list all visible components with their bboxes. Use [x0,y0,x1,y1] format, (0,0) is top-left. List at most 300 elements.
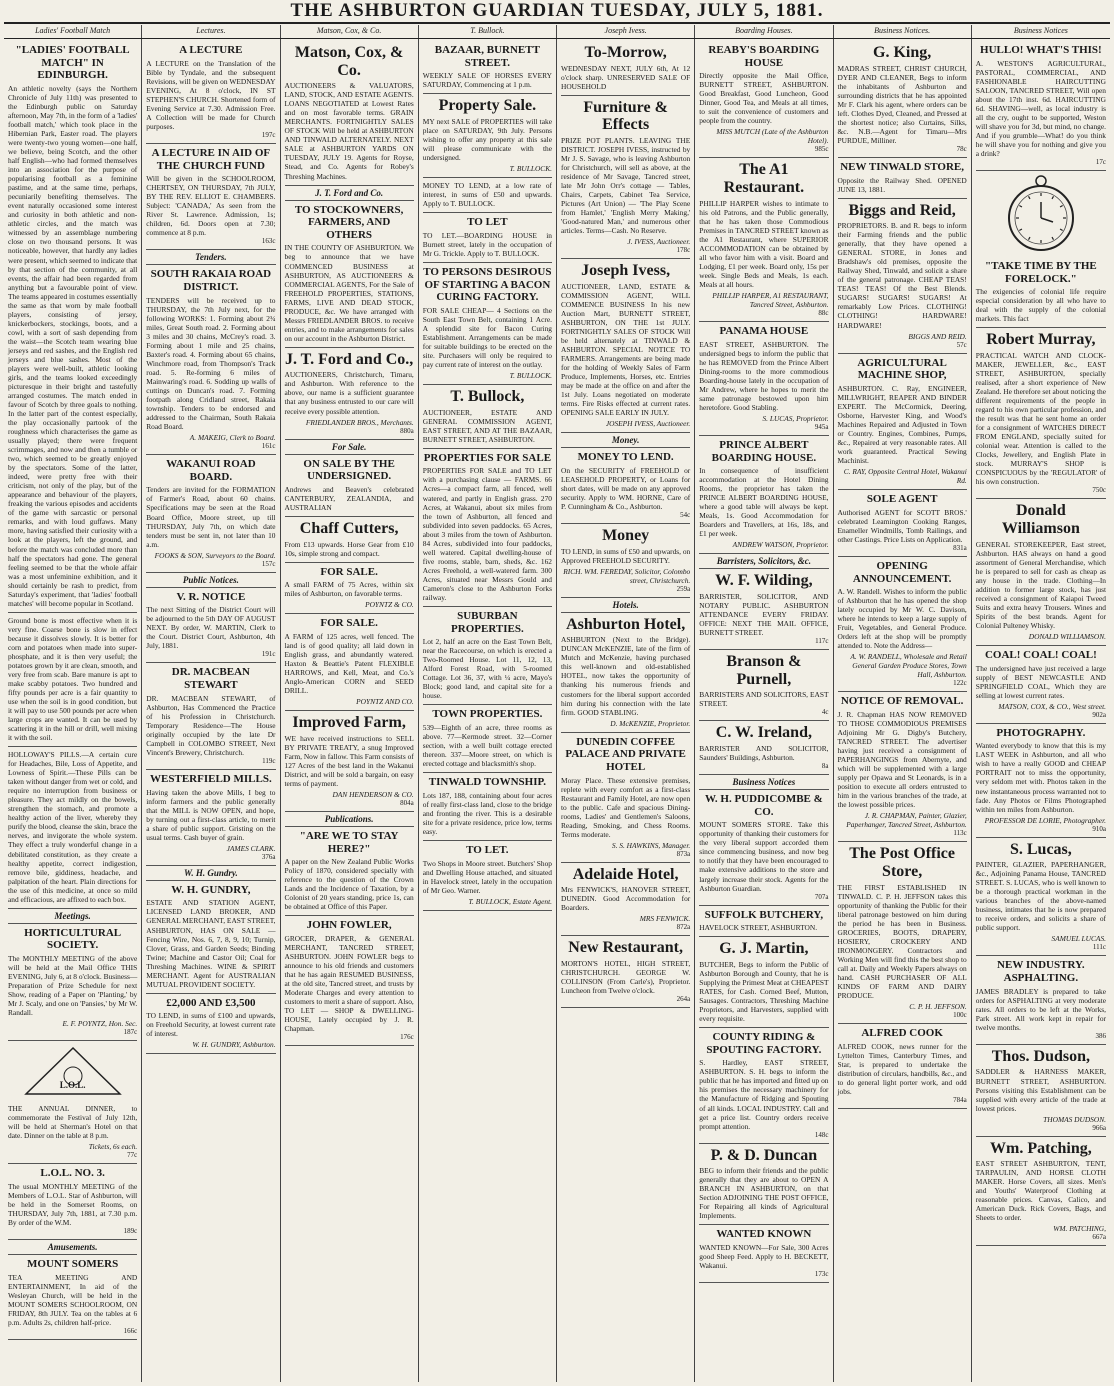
ad-body: PHILLIP HARPER wishes to intimate to his old Patrons, and the Public generally, that he has taken those Commodious Premises in TANCRED STREET known as the A1 Restaurant, where SUPERIOR ACCOMMODATION can be obtained by all who favor him with a visit. Board and Lodging, £1 per week. Board only, 15s per week. Single Beds and Meals, 1s each. Meals at all hours. [699,198,829,289]
advertisement [423,773,552,841]
advertisement [561,613,690,733]
ad-title: NEW INDUSTRY. ASPHALTING. [997,959,1085,985]
ad-signature: RICH. WM. FEREDAY, Solicitor, Colombo street, Christchurch. [563,566,691,585]
advertisement [838,692,967,842]
advertisement [976,1137,1106,1247]
ad-title: TINWALD TOWNSHIP. [428,776,546,789]
advertisement [838,1024,967,1109]
ad-signature: J. IVESS, Auctioneer. [627,237,691,247]
pocket-watch-illustration [976,174,1106,254]
advertisement [285,827,414,916]
ad-title: W. H. PUDDICOMBE & CO. [704,793,823,818]
ad-title: W. F. Wilding, [715,572,813,590]
ad-title: £2,000 AND £3,500 [166,996,256,1009]
advertisement [699,937,828,1028]
newspaper-column [695,39,833,1382]
ad-reference-number: 148c [814,1130,829,1139]
ad-title: TOWN PROPERTIES. [432,708,543,721]
ad-title: FOR SALE. [320,617,378,630]
ad-reference-number: 264a [676,995,691,1004]
ad-body: JAMES BRADLEY is prepared to take orders for ASPHALTING at very moderate rates. All orders to be left at the Works, Park street. All work kept in repair for twelve months. [975,986,1106,1032]
ad-title: MONEY TO LEND. [577,451,674,464]
advertisement [8,1101,137,1164]
ad-signature: C. RAY, Opposite Central Hotel, Wakanui Rd. [843,467,967,486]
ad-body: An athletic novelty (says the Northern Chronicle of July 11th) was presented to the Edinburgh public on Saturday afternoon, May 7th, in the form of a 'ladies' football match,' which took place in the Hibernian Park, Easter road. The players were twenty-two young women—one half, we believe, being Scotch, and the other half English—who had formed themselves into an association for the purpose of popularising football as a feminine pastime, and at the same time, perhaps, pecuniarily benefiting themselves. The event naturally occasioned some interest and curiosity in both athletic and non-athletic circles, and the match was witnessed by an assemblage numbering close on two thousand persons. It was noticeable, however, that hardly any ladies were present, which seemed to indicate that by that section of the community, at all events, the affair had been regarded from anything but a favourable point of view. The teams appeared in costumes essentially the same as that worn by male football players, consisting of jersey, knickerbockers, stockings, boots, and a cowl, with a sort of sash depending from the waist—the Scotch team wearing blue jerseys and red sashes, and the English red jerseys and blue sashes. Most of the players were well-built, athletic looking girls, and the teams looked exceedingly picturesque in their bright and tastefully arranged costumes. The match ended in favour of Scotch by three goals to nothing. In the latter part of the contest especially, the play occasionally partook of the roughness which characterises the game as usually played; there were frequent scrimmages, and now and then a tumble or two, which seemed to be greatly enjoyed by the spectators. Some of the latter, indeed, were pretty free with their criticism, not only of the play, but of the appearance and behaviour of the players, freaking the various episodes and accidents of the game with sarcastic or personal remarks, and with loud guffaws. Many more, having satisfied their curiosity with a look at the players, left the ground, and before the match was concluded more than half the spectators had gone. The general feeling seemed to be that the whole affair was a most unfeminine exhibition, and it should certainly be rash to predict, from Saturday's experiment, that 'ladies' football matches' will become popular in Scotland. [8,83,138,608]
advertisement [285,348,414,440]
ad-body: THE ANNUAL DINNER, to commemorate the Festival of July 12th, will be held at Sherman's Hotel on that date. Dinner on the table at 8 p.m. [8,1104,138,1141]
ad-title: COAL! COAL! COAL! [984,648,1097,661]
ad-signature: A. MAKEIG, Clerk to Board. [189,433,276,443]
ad-title: J. T. Ford and Co., [284,350,414,368]
ad-title: PANAMA HOUSE [719,324,809,337]
columns [4,39,1110,1382]
ad-reference-number: 376a [261,852,276,861]
ad-title: JOHN FOWLER, [306,919,392,932]
ad-signature: WM. PATCHING, [1053,1224,1106,1234]
ad-reference-number: 4c [821,708,829,717]
ad-title: Adelaide Hotel, [572,865,679,883]
ad-reference-number: 197c [261,130,276,139]
ad-title: V. R. NOTICE [176,590,246,603]
ad-body: Moray Place. These extensive premises, replete with every comfort as a first-class Restaurant and Family Hotel, are now open to the public. Cafe and spacious Dining-rooms, Ladies' and Gentlemen's Saloons, Reading, Smoking, and Chess Rooms. Terms moderate. [561,775,691,839]
ad-reference-number: 880a [400,426,414,435]
column-header: Business Notices [1013,26,1068,35]
ad-body: MOUNT SOMERS STORE. Take this opportunity of thanking their customers for the very liberal support accorded them since commencing business, and now beg to notify that they have been encouraged to make extensive additions to the store and largely increase their stock. Agents for the Ashburton Guardian. [699,820,829,893]
section-heading: Money. [561,433,690,448]
ad-reference-number: 178c [676,246,691,255]
advertisement [838,354,967,491]
ad-signature: J. R. CHAPMAN, Painter, Glazier, Paperhanger, Tancred Street, Ashburton. [846,811,967,830]
ad-title: NOTICE OF REMOVAL. [840,695,964,708]
advertisement [561,863,690,937]
advertisement [976,724,1106,838]
section-heading: Publications. [285,812,414,827]
advertisement [976,838,1106,957]
advertisement [561,524,690,598]
ad-title: Donald Williamson [1001,502,1080,538]
ad-body: The next Sitting of the District Court will be adjourned to the 5th DAY OF AUGUST NEXT. By order, W. MARTIN, Clerk to the Court. District Court, Ashburton, 4th July, 1881. [146,605,276,651]
column-header: Ladies' Football Match [4,25,142,38]
newspaper-title: THE ASHBURTON GUARDIAN [290,0,585,21]
ad-reference-number: 157c [261,559,276,568]
ad-reference-number: 750c [1092,486,1106,495]
ad-title: "LADIES' FOOTBALL MATCH" IN EDINBURGH. [15,44,130,82]
ad-reference-number: 667a [1092,1233,1106,1242]
ad-title: W. H. GUNDRY, [171,883,251,896]
ad-reference-number: 111c [1092,943,1106,952]
ad-signature: PROFESSOR DE LORIE, Photographer. [984,815,1106,825]
ad-body: J. R. Chapman HAS NOW REMOVED TO THOSE COMMODIOUS PREMISES Adjoining Mr G. Digby's Butchery, TANCRED STREET. The advertiser having just received a consignment of PAPERHANGINGS from Abernyte, and which will be supplemented with a large supply per Opawa and St Leonards, is in a position to execute all orders entrusted to him in the various branches of the trade, at the lowest possible prices. [837,710,967,810]
ad-title: Matson, Cox, & Co. [294,44,404,79]
advertisement [838,41,967,158]
ad-body: BUTCHER, Begs to inform the Public of Ashburton Borough and County, that he is Supplying the Primest Meat at CHEAPEST RATES, for Cash. Corned Beef, Mutton, Sausages. Contractors, Threshing Machine Proprietors, and Harvesters, supplied with every requisite. [699,959,829,1024]
advertisement [146,41,275,144]
ad-signature: ANDREW WATSON, Proprietor. [732,540,829,550]
ad-body: DR. MACBEAN STEWART, of Ashburton, Has Commenced the Practice of his Profession in Christchurch. Temporary Residence—The House originally occupied by the late Dr Campbell in COLOMBO STREET, Next Vincent's Brewery, Christchurch. [146,693,276,757]
ad-body: In consequence of insufficient accommodation at the Hotel Dining Rooms, the proprietor has taken the PRINCE ALBERT BOARDING HOUSE, where a good table will always be kept. Meals, 1s. Good Accommodation for Boarders and Travellers, at 16s, 18s, and £1 per week. [699,466,829,539]
ad-title: C. W. Ireland, [715,724,812,742]
ad-title: Wm. Patching, [989,1139,1092,1157]
ad-title: P. & D. Duncan [710,1146,818,1164]
ad-title: L.O.L. NO. 3. [40,1167,105,1180]
advertisement [838,490,967,557]
ad-signature: T. BULLOCK. [509,164,552,174]
advertisement [838,557,967,693]
advertisement [8,613,137,747]
advertisement [285,201,414,348]
advertisement [976,499,1106,646]
ad-signature: BIGGS AND REID. [908,331,967,341]
section-heading: Barristers, Solicitors, &c. [699,554,828,569]
ad-title: MOUNT SOMERS [27,1258,119,1271]
ad-title: Ashburton Hotel, [566,615,686,633]
column-header: Boarding Houses. [695,25,833,38]
ad-title: SUBURBAN PROPERTIES. [451,609,524,635]
ad-title: HORTICULTURAL SOCIETY. [24,926,122,952]
advertisement [146,881,275,994]
ad-reference-number: 189c [123,1227,138,1236]
ad-title: SOUTH RAKAIA ROAD DISTRICT. [150,268,272,294]
ad-title: Robert Murray, [986,331,1096,349]
ad-title: A LECTURE [179,44,243,56]
advertisement [699,322,828,436]
ad-reference-number: 707a [814,892,829,901]
ad-body: AUCTIONEERS, Christchurch, Timaru, and Ashburton. With reference to the above, our name is a sufficient guarantee that any business entrusted to our care will receive every possible attention. [284,370,414,416]
ad-title: WAKANUI ROAD BOARD. [166,458,256,483]
ad-body: S. Hardley, EAST STREET, ASHBURTON. S. H. begs to inform the public that he has imported and fitted up on his premises the necessary machinery for the Manufacture of Ridging and Spouting of all kinds. LOCAL INDUSTRY. Call and get a price list. Country orders receive prompt attention. [699,1058,829,1131]
newspaper-column [281,39,419,1382]
advertisement [976,646,1106,724]
lodge-emblem [8,1044,137,1098]
advertisement [699,1028,828,1144]
ad-reference-number: 78c [956,144,967,153]
ad-body: WEDNESDAY NEXT, JULY 6th, At 12 o'clock sharp. UNRESERVED SALE OF HOUSEHOLD [561,63,691,91]
advertisement [423,41,552,94]
ad-title: A LECTURE IN AID OF THE CHURCH FUND [151,146,271,172]
ad-title: ALFRED COOK [861,1026,943,1039]
ad-body: HOLLOWAY'S PILLS.—A certain cure for Headaches, Bile, Loss of Appetite, and Lowness of Spirit.—These Pills can be taken without danger from wet or cold, and require no interruption from business or pleasure. They act mildly on the bowels, strengthen the stomach, and promote a healthy action of the liver, whereby they purify the blood, cleanse the skin, brace the nerves, and invigorate the whole system. They effect a truly wonderful change in a debilitated constitution, as they create a healthy appetite, correct indigestion, remove bile, giddiness, headache, and palpitation of the heart. Plain directions for the use of this medicine, at once so mild and efficacious, are affixed to each box. [8,750,138,904]
ad-body: The exigencies of colonial life require especial consideration by all who have to deal with the supply of the colonial markets. This fact [975,287,1106,324]
advertisement [285,455,414,517]
section-heading: J. T. Ford and Co. [285,186,414,201]
ad-title: Furniture & Effects [583,98,668,134]
advertisement [285,41,414,186]
ad-reference-number: 386 [1095,1031,1106,1040]
ad-title: The A1 Restaurant. [723,161,805,197]
ad-body: AUCTIONEER, ESTATE AND GENERAL COMMISSION AGENT, EAST STREET, AND AT THE BAZAAR, BURNETT STREET, ASHBURTON. [422,407,552,444]
advertisement [699,436,828,555]
ad-reference-number: 161c [261,442,276,451]
advertisement [561,936,690,1008]
ad-body: ASHBURTON (Next to the Bridge). DUNCAN McKENZIE, late of the firm of Mutch and McKenzie, having purchased this well-known and old-established HOTEL, now takes the opportunity of thanking his numerous friends and customers for the liberal support accorded him during his connection with the late firm. GOOD STABLING. [561,635,691,717]
ad-title: Money [602,527,650,545]
ad-signature: MRS FENWICK. [639,914,691,924]
ad-title: TO STOCKOWNERS, FARMERS, AND OTHERS [294,203,404,241]
section-heading: Meetings. [8,909,137,924]
section-heading: For Sale. [285,440,414,455]
column-header: Lectures. [142,25,280,38]
ad-body: 539—Eighth of an acre, three rooms as above. 77—Kermode street. 32—Corner section, with a well built cottage erected thereon. 337—Moore street, on which is erected cottage and blacksmith's shop. [422,723,552,769]
ad-title: PROPERTIES FOR SALE [423,451,552,464]
ad-title: SUFFOLK BUTCHERY, [704,908,824,921]
advertisement [285,916,414,1046]
advertisement [699,158,828,322]
ad-reference-number: 985c [814,145,829,154]
ad-body: Will be given in the SCHOOLROOM, CHERTSEY, ON THURSDAY, 7th JULY, BY THE REV. ELLIOT E. CHAMBERS. Subject: 'CANADA,' As seen from the River St. Lawrence. Admission, 1s; children, 6d. Doors open at 7.30; commence at 8 p.m. [146,174,276,238]
ad-title: TO LET [467,216,508,229]
ad-body: WE have received instructions to SELL BY PRIVATE TREATY, a snug Improved Farm, Now in fallow. This Farm consists of 127 Acres of the best land in the Wakanui District, and will be sold a bargain, on easy terms of payment. [284,733,414,788]
advertisement [561,259,690,433]
ad-signature: MISS MUTCH (Late of the Ashburton Hotel). [716,127,829,146]
column-header: Business Notices. [834,25,972,38]
ad-body: A small FARM of 75 Acres, within six miles of Ashburton, on favorable terms. [284,580,414,599]
ad-title: TO LET. [466,843,509,856]
ad-title: REABY'S BOARDING HOUSE [708,44,820,69]
ad-body: TEA MEETING AND ENTERTAINMENT, In aid of the Wesleyan Church, will be held in the MOUNT SOMERS SCHOOLROOM, ON FRIDAY, 8th JULY. Tea on the tables at 6 p.m. Adults 2s, children half-price. [8,1272,138,1327]
newspaper-column [419,39,557,1382]
advertisement [285,711,414,812]
ad-body: On the SECURITY of FREEHOLD or LEASEHOLD PROPERTY, or Loans for short dates, will be made on any approved security. Apply to WM. HORNE, Care of P. Cunningham & Co., Ashburton. [561,465,691,512]
newspaper-column [834,39,972,1382]
ad-signature: T. BULLOCK, Estate Agent. [468,896,552,906]
ad-body: PRIZE POT PLANTS. LEAVING THE DISTRICT. JOSEPH IVESS, instructed by Mr J. S. Savage, who is leaving Ashburton for Christchurch, will sell as above, at the residence of Mr Savage, Tancred street, late Mr John Orr's cottage — Tables, Chairs, Carpets, Cabinet Tea Service, Pictures (Art Union) — 'The Play Scene from Hamlet,' 'English Merry Making,' 'Good-natured Man,' and numerous other articles. Terms—Cash. No Reserve. [561,135,691,236]
advertisement [976,257,1106,328]
ad-reference-number: 945a [814,422,829,431]
advertisement [976,328,1106,499]
newspaper-column [557,39,695,1382]
ad-body: A. W. Randell. Wishes to inform the public of Ashburton that he has opened the shop lately occupied by Mr W. C. Davison, where he intends to keep a large supply of Fruit, Vegetables, and General Produce. Orders left at the shop will be promptly attended to. Note the Address— [837,587,967,651]
ad-body: Lot 2, half an acre on the East Town Belt, near the Racecourse, on which is erected a Two-Roomed House. Lot 11, 12, 13, Alford Forest Road, with 5-roomed Cottage. Lot 36, 37, with ¼ acre, Mayo's Block; good land, and capital site for a house. [422,637,552,701]
advertisement [285,614,414,711]
section-heading: Amusements. [8,1240,137,1255]
ad-signature: W. H. GUNDRY, Ashburton. [192,1040,276,1050]
advertisement [561,96,690,260]
advertisement [146,455,275,573]
ad-body: Two Shops in Moore street. Butchers' Shop and Dwelling House attached, and situated in Havelock street, lately in the occupation of Mr Geo. Warner. [422,858,552,895]
ad-body: GENERAL STOREKEEPER, East street, Ashburton. HAS always on hand a good assortment of General Merchandise, which he is prepared to sell for cash as cheap as any house in the trade. Clothing—In addition to former large stock, has just received a consignment of Kaiapoi Tweed Suits and extra heavy Trousers. Wines and Spirits of the best brands. Agent for Colonial Pulteney Whisky. [975,539,1106,630]
advertisement [423,94,552,178]
advertisement [561,41,690,96]
advertisement [561,448,690,524]
masthead [4,0,1110,24]
ad-title: "TAKE TIME BY THE FORELOCK." [984,259,1097,285]
ad-signature: JAMES CLARK. [226,843,276,853]
ad-reference-number: 902a [1092,710,1106,719]
ad-signature: D. McKENZIE, Proprietor. [610,718,691,728]
ad-signature: Tickets, 6s each. [88,1142,138,1152]
column-header: Joseph Ivess. [557,25,695,38]
advertisement [699,1144,828,1226]
ad-body: BARRISTERS AND SOLICITORS, EAST STREET. [699,690,829,709]
ad-title: BAZAAR, BURNETT STREET. [434,44,540,69]
ad-body: The MONTHLY MEETING of the above will be held at the Mail Office THIS EVENING, July 6, at 8 o'clock. Business—Preparation of Prize Schedule for next Show, reading of a Paper on 'Planting,' by Mr J. Scaly, and one on 'Pansies,' by Mr W. Randall. [8,953,138,1018]
ad-title: AGRICULTURAL MACHINE SHOP, [857,356,947,382]
advertisement [423,178,552,213]
ad-body: ASHBURTON. C. Ray, ENGINEER, MILLWRIGHT, REAPER AND BINDER EXPERT. The McCormick, Deering, Osborne, Harvester King, and Wood's Machines Repaired and Adjusted in Town or Country. Engines, Combines, Pumps, &c., Repaired at very reasonable rates. All work guaranteed. Practical Sewing Machinist. [837,383,967,466]
advertisement [423,213,552,263]
advertisement [838,842,967,1024]
ad-body: From £13 upwards. Horse Gear from £10 10s, simple strong and compact. [284,539,414,558]
ad-title: Chaff Cutters, [299,519,399,537]
column-header: Matson, Cox, & Co. [281,25,419,38]
emblem-label: L.O.L. [59,1080,86,1091]
ad-title: Branson & Purnell, [726,653,802,688]
advertisement [146,663,275,770]
ad-body: Having taken the above Mills, I beg to inform farmers and the public generally that the MILL is NOW OPEN, and hope, by turning out a first-class article, to merit a share of public support. Gristing on the usual terms. Cash buyer of grain. [146,787,276,842]
ad-body: Tenders are invited for the FORMATION of Farmer's Road, about 60 chains. Specifications may be seen at the Road Board Office, Moore street, up till THURSDAY, July 7th, on which date tenders must be sent in, not later than 10 a.m. [146,485,276,549]
ad-signature: FRIEDLANDER BROS., Merchants. [305,417,414,427]
ad-body: WANTED KNOWN—For Sale, 300 Acres good Sheep Feed. Apply to H. BECKETT, Wakanui. [699,1243,829,1271]
ad-body: TO LEND, in sums of £100 and upwards, on Freehold Security, at lowest current rate of interest. [146,1011,276,1039]
ad-body: TO LET.—BOARDING HOUSE in Burnett street, lately in the occupation of Mr G. Trickle. Apply to T. BULLOCK. [422,230,552,258]
advertisement [976,956,1106,1044]
ad-title: ON SALE BY THE UNDERSIGNED. [303,457,395,483]
ad-reference-number: 784a [953,1095,967,1104]
ad-reference-number: 119c [262,756,276,765]
ad-body: GROCER, DRAPER, & GENERAL MERCHANT, TANCRED STREET, ASHBURTON. JOHN FOWLER begs to announce to his old friends and customers that he has again RESUMED BUSINESS, at the old site, Tancred street, and trusts by Moderate Charges and every attention to customers to merit a share of support. Also, TO LET — SHOP & DWELLING-HOUSE, Lately occupied by J. R. Chapman. [284,934,414,1034]
ad-title: "ARE WE TO STAY HERE?" [299,829,399,855]
advertisement [423,263,552,385]
issue-date: TUESDAY, JULY 5, 1881. [590,0,824,21]
ad-body: ALFRED COOK, news runner for the Lyttelton Times, Canterbury Times, and Star, is prepared to undertake the distribution of circulars, handbills, &c., and to do general light porter work, and odd jobs. [837,1041,967,1096]
ad-signature: S. LUCAS, Proprietor. [762,413,829,423]
ad-signature: DAN HENDERSON & CO. [332,789,414,799]
ad-title: Joseph Ivess, [581,262,671,280]
ad-title: Thos. Dudson, [991,1047,1091,1065]
ad-reference-number: 17c [1095,157,1106,166]
column-header: T. Bullock. [419,25,557,38]
ad-signature: PHILLIP HARPER, A1 RESTAURANT, Tancred Street, Ashburton. [712,290,829,309]
advertisement [699,790,828,906]
ad-reference-number: 8a [821,762,829,771]
ad-body: SADDLER & HARNESS MAKER, BURNETT STREET, ASHBURTON. Persons visiting this Establishment can be supplied with every article of the trade at lowest prices. [975,1067,1106,1113]
ad-title: OPENING ANNOUNCEMENT. [852,559,952,585]
ad-title: COUNTY RIDING & SPOUTING FACTORY. [706,1031,822,1056]
ad-body: MONEY TO LEND, at a low rate of interest, in sums of £50 and upwards. Apply to T. BULLOCK. [422,181,552,209]
ad-body: A. WESTON'S AGRICULTURAL, PASTORAL, COMMERCIAL, AND FASHIONABLE HAIRCUTTING SALOON, TANCRED STREET, Will open about the 17th inst. 6d. HAIRCUTTING 6d. SHAVING—well, as local industry is all the cry, ought to be supported, Weston will shave you for 3d, but mind, no change. And if you grumble—What! do you think he will shave you for nothing and give you a drink? [975,58,1106,158]
section-heading: Tenders. [146,250,275,265]
ad-title: G. King, [873,44,932,61]
column-headers [4,25,1110,39]
ad-title: SOLE AGENT [866,493,938,506]
advertisement [8,1164,137,1240]
section-heading: Hotels. [561,598,690,613]
ad-body: MADRAS STREET, CHRIST CHURCH, DYER AND CLEANER, Begs to inform the inhabitants of Ashburton and surrounding districts that he has appointed Mr F. Clark his agent, where orders can be left. Clothes Dyed, Cleaned, and Pressed at the shortest notice; also Curtains, Silks, &c. N.B.—Agent for Timaru—Mrs PURDUE, Milliner. [837,63,967,145]
advertisement [699,1225,828,1283]
ad-body: Mrs FENWICK'S, HANOVER STREET, DUNEDIN. Good Accommodation for Boarders. [561,885,691,913]
ad-reference-number: 163c [261,237,276,246]
advertisement [146,770,275,866]
ad-body: A LECTURE on the Translation of the Bible by Tyndale, and the subsequent Revisions, will be given on WEDNESDAY EVENING, At 8 o'clock, IN ST STEPHEN'S CHURCH. Shortened form of Evening Service at 7.30. Admission Free. A Collection will be made for Church purposes. [146,58,276,131]
ad-title: DUNEDIN COFFEE PALACE AND PRIVATE HOTEL [565,735,686,773]
ad-title: NEW TINWALD STORE, [840,160,965,173]
advertisement [423,385,552,449]
ad-reference-number: 166c [123,1326,138,1335]
ad-body: Wanted everybody to know that this is my LAST WEEK in Ashburton, and all who wish to have a really GOOD and CHEAP PORTRAIT not to miss the opportunity, very seldom met with. Photos taken in the new instantaneous process warranted not to fade. Any Photos or Films Photographed within ten miles from Ashburton. [975,741,1106,814]
ad-body: MORTON'S HOTEL, HIGH STREET, CHRISTCHURCH. GEORGE W. COLLINSON (From Carle's), Proprietor. Luncheon from Twelve o'clock. [561,959,691,996]
newspaper-column [142,39,280,1382]
ad-body: THE FIRST ESTABLISHED IN TINWALD. C. P. H. JEFFSON takes this opportunity of thanking the Public for their liberal patronage bestowed on him during the period he has been in Business. GROCERIES, BOOTS, DRAPERY, HOSIERY, CROCKERY AND IRONMONGERY. Contractors and Working Men will find this the best shop to call at. Daily and Weekly Papers always on hand. CASH PURCHASER OF ALL KINDS OF FARM AND DAIRY PRODUCE. [837,882,967,1000]
ad-body: AUCTIONEER, LAND, ESTATE & COMMISSION AGENT, WILL COMMENCE BUSINESS In his new Auction Mart, BURNETT STREET, ASHBURTON, ON THE 1st JULY. FORTNIGHTLY SALES OF STOCK Will be held alternately at TINWALD & ASHBURTON. SPECIAL NOTICE TO FARMERS. Arrangements are being made for the holding of Weekly Sales of Farm Produce, Implements, Horses, etc. Entries may be made at the office on and after the 1st July. Loans negotiated on moderate terms. Fire Risks effected at current rates. OPENING SALE EARLY IN JULY. [561,281,691,418]
ad-title: HULLO! WHAT'S THIS! [980,44,1102,56]
section-heading: Business Notices [699,775,828,790]
ad-reference-number: 187c [123,1028,138,1037]
ad-reference-number: 910a [1092,824,1106,833]
ad-reference-number: 117c [815,637,829,646]
ad-body: Ground bone is most effective when it is very fine. Coarse bone is slow in effect because it dissolves slowly. It is better for corn and potatoes when made into super-phosphate, and it is then very useful; the potatoes grown by it are clean, smooth, and very free from scab. Bare manure is apt to make scabby potatoes. Two hundred and fifty pounds per acre is a fair quantity to use when the soil is in good condition, but it will pay to use 500 pounds per acre when large crops are wanted. It can be used by scattering it in the hill or drill, well mixing it with the soil. [8,615,138,743]
ad-title: T. Bullock, [450,388,525,406]
ad-title: PHOTOGRAPHY. [996,726,1086,739]
advertisement [699,41,828,158]
ad-body: TO LEND, in sums of £50 and upwards, on Approved FREEHOLD SECURITY. [561,546,691,565]
ad-title: The Post Office Store, [849,845,955,880]
advertisement [976,1045,1106,1137]
newspaper-column [972,39,1110,1382]
ad-reference-number: 176c [400,1033,414,1042]
advertisement [699,721,828,775]
advertisement [699,650,828,721]
ad-body: BARRISTER, SOLICITOR, AND NOTARY PUBLIC. ASHBURTON ATTENDANCE EVERY FRIDAY. OFFICE: NEXT THE MAIL OFFICE, BURNETT STREET. [699,591,829,638]
advertisement [8,747,137,909]
ad-body: EAST STREET, ASHBURTON. The undersigned begs to inform the public that he has REMOVED from the Prince Albert Dining-rooms to the more commodious Boarding-house lately in the occupation of Mr Andrew, where he hopes to merit the same patronage bestowed upon him heretofore. Good Stabling. [699,339,829,412]
ad-reference-number: 54c [680,511,691,520]
ad-title: G. J. Martin, [719,940,809,958]
ad-title: DR. MACBEAN STEWART [171,666,250,692]
ad-reference-number: 831a [953,543,967,552]
section-heading: Public Notices. [146,573,275,588]
advertisement [285,563,414,615]
advertisement [838,158,967,199]
advertisement [8,41,137,613]
ad-body: HAVELOCK STREET, ASHBURTON. [699,923,818,933]
advertisement [8,1255,137,1340]
ad-signature: JOSEPH IVESS, Auctioneer. [605,419,691,429]
advertisement [146,994,275,1055]
advertisement [146,588,275,664]
ad-body: IN THE COUNTY OF ASHBURTON. We beg to announce that we have COMMENCED BUSINESS at ASHBURTON, AS AUCTIONEERS & COMMERCIAL AGENTS, For the Sale of FREEHOLD PROPERTIES, STATIONS, FARMS, LIVE AND DEAD STOCK, PRODUCE, &c. We have arranged with Messrs FRIEDLANDER BROS. to receive entries, and to make arrangements for sales on our account in the Ashburton District. [284,243,414,343]
ad-body: Authorised AGENT for SCOTT BROS.' celebrated Leamington Cooking Ranges, Enameller Windmills, Tomb Railings, and other Castings. Price Lists on Application. [837,507,967,544]
ad-body: The usual MONTHLY MEETING of the Members of L.O.L. Star of Ashburton, will be held in the Somerset Rooms, on THURSDAY, July 7th, 1881, at 7.30 p.m. By order of the W.M. [8,1181,138,1228]
ad-body: TENDERS will be received up to THURSDAY, the 7th July next, for the following WORKS: 1. Forming about 2¾ miles, Great South road. 2. Forming about 3 miles and 30 chains, McCrey's road. 3. Forming about 1 mile and 25 chains, Baxter's road. 4. Forming about 65 chains, Winchmore road, from Thompson's Track road. 5. Re-forming 6 miles of Mainwaring's road. 6. Sodding up walls of cuttings on Duncan's road. 7. Forming footpath along Cridland street, Rakaia township. Tenders to be endorsed and addressed to the Chairman, South Rakaia Road Board. [146,295,276,432]
ad-body: A FARM of 125 acres, well fenced. The land is of good quality; all laid down in English grass, and abundantly watered. Haxton & Beattie's Patent FLEXIBLE HARROWS, and Kell, Meat, and Co.'s Anglo-American CORN and SEED DRILL. [284,631,414,696]
section-heading: W. H. Gundry. [146,866,275,881]
ad-body: Directly opposite the Mail Office, BURNETT STREET, ASHBURTON. Good Breakfast, Good Luncheon, Good Dinner, Good Tea, and Meals at all times, to suit the convenience of customers and people from the country. [699,71,829,126]
ad-reference-number: 259a [676,584,691,593]
ad-reference-number: 77c [127,1151,138,1160]
ad-body: Andrews and Beaven's celebrated CANTERBURY, ZEALANDIA, and AUSTRALIAN [284,484,414,512]
ad-body: EAST STREET ASHBURTON, TENT, TARPAULIN, AND HORSE CLOTH MAKER. Horse Covers, all sizes. Men's and Youths' Waterproof Clothing at reasonable prices. Canvas, Calico, and American Duck. Rick Covers, Bags, and Sheets to order. [975,1159,1106,1223]
ad-signature: S. S. HAWKINS, Manager. [611,840,691,850]
ad-signature: MATSON, COX, & CO., West street. [998,701,1106,711]
ad-reference-number: 191c [261,650,276,659]
ad-body: Lots 187, 188, containing about four acres of really first-class land, close to the bridge and fronting the river. This is a desirable site for a private residence, price low, terms easy. [422,790,552,836]
advertisement [423,841,552,911]
ad-signature: FOOKS & SON, Surveyors to the Board. [154,550,276,560]
ad-title: Property Sale. [438,97,537,115]
advertisement [8,924,137,1042]
ad-body: FOR SALE CHEAP— 4 Sections on the South East Town Belt, containing 1 Acre. A splendid site for Bacon Curing Establishment. Arrangements can be made for suitable buildings to be erected on the site. Purchasers will only be required to pay current rate of interest on the outlay. [422,305,552,370]
advertisement [699,569,828,650]
ad-body: ESTATE AND STATION AGENT, LICENSED LAND BROKER, AND GENERAL MERCHANT, EAST STREET, ASHBURTON, HAS ON SALE — Fencing Wire, Nos. 6, 7, 8, 9, 10; Turnip, Clover, Grass, and Garden Seeds; Binding Twine; Machine and Castor Oil; Coal for Threshing Machines. WINE & SPIRIT MERCHANT. Agent for AUSTRALIAN MUTUAL PROVIDENT SOCIETY. [146,898,276,989]
ad-title: Biggs and Reid, [848,201,956,219]
ad-signature: DONALD WILLIAMSON. [1028,631,1106,641]
advertisement [838,199,967,354]
ad-signature: E. F. POYNTZ, Hon. Sec. [62,1019,138,1029]
ad-body: PAINTER, GLAZIER, PAPERHANGER, &c., Adjoining Panama House, TANCRED STREET. S. LUCAS, who is well known to be a thorough practical workman in the various branches of the above-named business, intimates that he is now prepared to receive orders, and solicits a share of public support. [975,860,1106,933]
ad-body: PROPERTIES FOR SALE and TO LET with a purchasing clause — FARMS. 66 Acres—a compact farm, all fenced, well watered, and partly in English grass. 270 Acres, at Wakanui, about six miles from the town of Ashburton, all fenced and subdivided into seven paddocks. 65 Acres, about 3 miles from the town of Ashburton. 84 Acres, subdivided into four paddocks, well watered. Capital dwelling-house of five rooms, stable, barn, sheds, &c. 162 Acres Freehold, a well-watered farm. 300 Acres, situated near Messrs Gould and Cameron's close to the Ashburton Forks railway. [422,466,552,602]
ad-body: The undersigned have just received a large supply of BEST NEWCASTLE AND SPRINGFIELD COAL, Which they are selling at lowest current rates. [975,663,1106,700]
ad-signature: POYNTZ & CO. [365,600,414,610]
